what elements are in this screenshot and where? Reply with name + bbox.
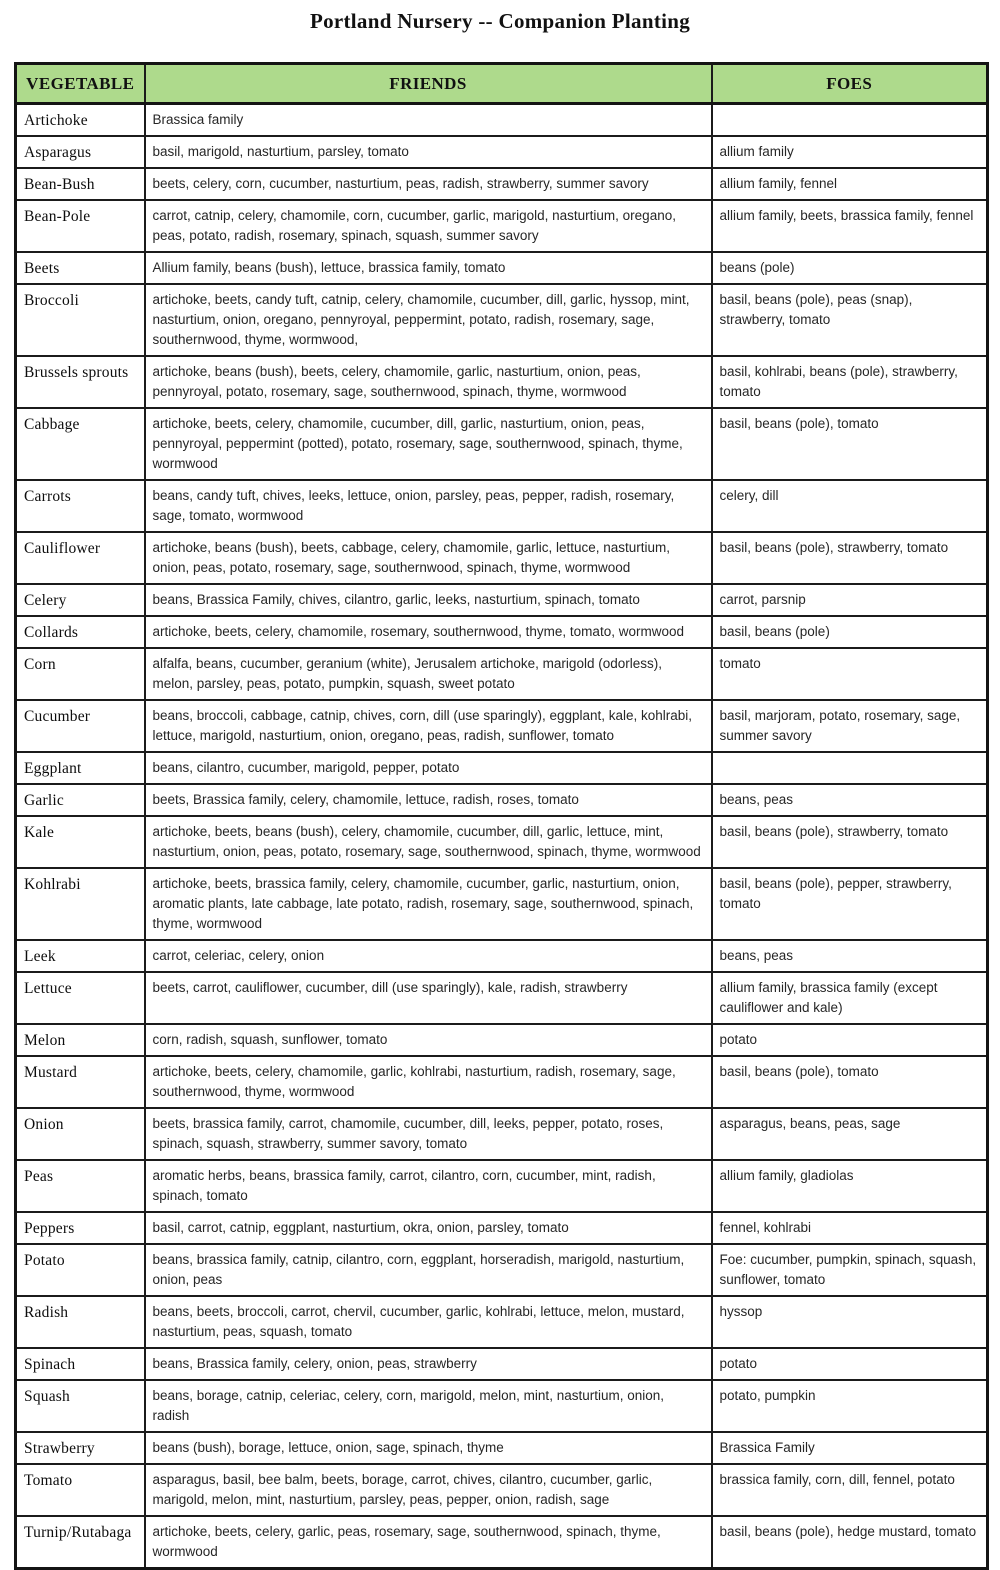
companion-planting-table — [14, 62, 989, 1570]
column-header-foes: FOES — [712, 64, 988, 104]
table-row — [16, 168, 988, 200]
vegetable-cell: Leek — [16, 940, 145, 972]
foes-cell: fennel, kohlrabi — [712, 1212, 988, 1244]
vegetable-cell: Garlic — [16, 784, 145, 816]
foes-cell: allium family, brassica family (except cauliflower and kale) — [712, 972, 988, 1024]
vegetable-cell: Carrots — [16, 480, 145, 532]
vegetable-cell: Melon — [16, 1024, 145, 1056]
foes-cell: celery, dill — [712, 480, 988, 532]
table-row — [16, 1160, 988, 1212]
table-row — [16, 408, 988, 480]
table-row — [16, 972, 988, 1024]
friends-cell: artichoke, beets, candy tuft, catnip, celery, chamomile, cucumber, dill, garlic, hyssop, mint, nasturtium, onion, oregano, pennyroyal, peppermint, potato, radish, rosemary, sage, southernwood, thyme, wormwood, — [145, 284, 712, 356]
table-row — [16, 284, 988, 356]
foes-cell — [712, 752, 988, 784]
vegetable-cell: Beets — [16, 252, 145, 284]
table-row — [16, 356, 988, 408]
friends-cell: carrot, catnip, celery, chamomile, corn, cucumber, garlic, marigold, nasturtium, oregano, peas, potato, radish, rosemary, spinach, squash, summer savory — [145, 200, 712, 252]
table-row — [16, 1464, 988, 1516]
friends-cell: beets, celery, corn, cucumber, nasturtium, peas, radish, strawberry, summer savory — [145, 168, 712, 200]
table-body — [16, 104, 988, 1569]
vegetable-cell: Bean-Bush — [16, 168, 145, 200]
friends-cell: artichoke, beans (bush), beets, celery, chamomile, garlic, nasturtium, onion, peas, pennyroyal, potato, rosemary, sage, southernwood, spinach, thyme, wormwood — [145, 356, 712, 408]
table-row — [16, 1056, 988, 1108]
table-row — [16, 1024, 988, 1056]
friends-cell: beets, brassica family, carrot, chamomile, cucumber, dill, leeks, pepper, potato, roses, spinach, squash, strawberry, summer savory, tomato — [145, 1108, 712, 1160]
vegetable-cell: Squash — [16, 1380, 145, 1432]
foes-cell: basil, beans (pole), strawberry, tomato — [712, 532, 988, 584]
foes-cell: carrot, parsnip — [712, 584, 988, 616]
foes-cell: allium family, fennel — [712, 168, 988, 200]
vegetable-cell: Eggplant — [16, 752, 145, 784]
friends-cell: artichoke, beets, celery, chamomile, cucumber, dill, garlic, nasturtium, onion, peas, pennyroyal, peppermint (potted), potato, rosemary, sage, southernwood, spinach, thyme, wormwood — [145, 408, 712, 480]
foes-cell: asparagus, beans, peas, sage — [712, 1108, 988, 1160]
foes-cell: Foe: cucumber, pumpkin, spinach, squash, sunflower, tomato — [712, 1244, 988, 1296]
vegetable-cell: Cucumber — [16, 700, 145, 752]
table-row — [16, 700, 988, 752]
vegetable-cell: Spinach — [16, 1348, 145, 1380]
vegetable-cell: Radish — [16, 1296, 145, 1348]
foes-cell: allium family, gladiolas — [712, 1160, 988, 1212]
vegetable-cell: Artichoke — [16, 104, 145, 137]
foes-cell: basil, beans (pole), strawberry, tomato — [712, 816, 988, 868]
friends-cell: artichoke, beets, brassica family, celery, chamomile, cucumber, garlic, nasturtium, onion, aromatic plants, late cabbage, late potato, radish, rosemary, sage, southernwood, spinach, thyme, wormwood — [145, 868, 712, 940]
table-row — [16, 480, 988, 532]
foes-cell: Brassica Family — [712, 1432, 988, 1464]
foes-cell: basil, beans (pole), tomato — [712, 1056, 988, 1108]
table-row — [16, 200, 988, 252]
foes-cell: allium family — [712, 136, 988, 168]
table-row — [16, 1212, 988, 1244]
table-row — [16, 1380, 988, 1432]
friends-cell: beets, Brassica family, celery, chamomile, lettuce, radish, roses, tomato — [145, 784, 712, 816]
vegetable-cell: Cauliflower — [16, 532, 145, 584]
friends-cell: beans, Brassica family, celery, onion, peas, strawberry — [145, 1348, 712, 1380]
table-row — [16, 532, 988, 584]
friends-cell: artichoke, beets, celery, chamomile, rosemary, southernwood, thyme, tomato, wormwood — [145, 616, 712, 648]
vegetable-cell: Onion — [16, 1108, 145, 1160]
table-row — [16, 136, 988, 168]
friends-cell: beans, beets, broccoli, carrot, chervil, cucumber, garlic, kohlrabi, lettuce, melon, mustard, nasturtium, peas, squash, tomato — [145, 1296, 712, 1348]
foes-cell: potato — [712, 1024, 988, 1056]
column-header-friends: FRIENDS — [145, 64, 712, 104]
foes-cell: basil, beans (pole), pepper, strawberry, tomato — [712, 868, 988, 940]
foes-cell: hyssop — [712, 1296, 988, 1348]
vegetable-cell: Asparagus — [16, 136, 145, 168]
table-row — [16, 816, 988, 868]
friends-cell: carrot, celeriac, celery, onion — [145, 940, 712, 972]
friends-cell: beans, Brassica Family, chives, cilantro, garlic, leeks, nasturtium, spinach, tomato — [145, 584, 712, 616]
table-row — [16, 648, 988, 700]
table-row — [16, 1296, 988, 1348]
vegetable-cell: Kohlrabi — [16, 868, 145, 940]
friends-cell: aromatic herbs, beans, brassica family, carrot, cilantro, corn, cucumber, mint, radish, spinach, tomato — [145, 1160, 712, 1212]
friends-cell: Brassica family — [145, 104, 712, 137]
table-row — [16, 104, 988, 137]
page-title: Portland Nursery -- Companion Planting — [309, 9, 691, 33]
vegetable-cell: Turnip/Rutabaga — [16, 1516, 145, 1569]
vegetable-cell: Broccoli — [16, 284, 145, 356]
friends-cell: alfalfa, beans, cucumber, geranium (white), Jerusalem artichoke, marigold (odorless), melon, parsley, peas, potato, pumpkin, squash, sweet potato — [145, 648, 712, 700]
friends-cell: artichoke, beets, beans (bush), celery, chamomile, cucumber, dill, garlic, lettuce, mint, nasturtium, onion, peas, potato, rosemary, sage, southernwood, spinach, thyme, wormwood — [145, 816, 712, 868]
column-header-vegetable: VEGETABLE — [16, 64, 145, 104]
foes-cell: tomato — [712, 648, 988, 700]
vegetable-cell: Peppers — [16, 1212, 145, 1244]
vegetable-cell: Potato — [16, 1244, 145, 1296]
vegetable-cell: Collards — [16, 616, 145, 648]
friends-cell: artichoke, beets, celery, chamomile, garlic, kohlrabi, nasturtium, radish, rosemary, sage, southernwood, thyme, wormwood — [145, 1056, 712, 1108]
friends-cell: beans (bush), borage, lettuce, onion, sage, spinach, thyme — [145, 1432, 712, 1464]
header-row — [16, 64, 988, 104]
friends-cell: beans, borage, catnip, celeriac, celery, corn, marigold, melon, mint, nasturtium, onion, radish — [145, 1380, 712, 1432]
table-row — [16, 940, 988, 972]
table-row — [16, 1244, 988, 1296]
friends-cell: basil, carrot, catnip, eggplant, nasturtium, okra, onion, parsley, tomato — [145, 1212, 712, 1244]
vegetable-cell: Lettuce — [16, 972, 145, 1024]
foes-cell: basil, marjoram, potato, rosemary, sage, summer savory — [712, 700, 988, 752]
foes-cell: potato, pumpkin — [712, 1380, 988, 1432]
friends-cell: asparagus, basil, bee balm, beets, borage, carrot, chives, cilantro, cucumber, garlic, marigold, melon, mint, nasturtium, parsley, peas, pepper, onion, radish, sage — [145, 1464, 712, 1516]
foes-cell: beans, peas — [712, 784, 988, 816]
vegetable-cell: Kale — [16, 816, 145, 868]
friends-cell: artichoke, beans (bush), beets, cabbage, celery, chamomile, garlic, lettuce, nasturtium, onion, peas, potato, rosemary, sage, southernwood, spinach, thyme, wormwood — [145, 532, 712, 584]
vegetable-cell: Bean-Pole — [16, 200, 145, 252]
foes-cell: basil, beans (pole) — [712, 616, 988, 648]
friends-cell: Allium family, beans (bush), lettuce, brassica family, tomato — [145, 252, 712, 284]
friends-cell: beans, candy tuft, chives, leeks, lettuce, onion, parsley, peas, pepper, radish, rosemary, sage, tomato, wormwood — [145, 480, 712, 532]
table-row — [16, 784, 988, 816]
vegetable-cell: Tomato — [16, 1464, 145, 1516]
foes-cell: beans, peas — [712, 940, 988, 972]
friends-cell: beans, cilantro, cucumber, marigold, pepper, potato — [145, 752, 712, 784]
foes-cell: brassica family, corn, dill, fennel, potato — [712, 1464, 988, 1516]
foes-cell: beans (pole) — [712, 252, 988, 284]
foes-cell: potato — [712, 1348, 988, 1380]
table-row — [16, 1108, 988, 1160]
friends-cell: artichoke, beets, celery, garlic, peas, rosemary, sage, southernwood, spinach, thyme, wormwood — [145, 1516, 712, 1569]
vegetable-cell: Strawberry — [16, 1432, 145, 1464]
table-row — [16, 616, 988, 648]
foes-cell: basil, kohlrabi, beans (pole), strawberry, tomato — [712, 356, 988, 408]
table-row — [16, 868, 988, 940]
table-row — [16, 252, 988, 284]
friends-cell: beans, broccoli, cabbage, catnip, chives, corn, dill (use sparingly), eggplant, kale, kohlrabi, lettuce, marigold, nasturtium, onion, oregano, peas, radish, sunflower, tomato — [145, 700, 712, 752]
vegetable-cell: Cabbage — [16, 408, 145, 480]
friends-cell: corn, radish, squash, sunflower, tomato — [145, 1024, 712, 1056]
vegetable-cell: Mustard — [16, 1056, 145, 1108]
foes-cell: basil, beans (pole), tomato — [712, 408, 988, 480]
foes-cell: allium family, beets, brassica family, fennel — [712, 200, 988, 252]
friends-cell: beets, carrot, cauliflower, cucumber, dill (use sparingly), kale, radish, strawberry — [145, 972, 712, 1024]
table-row — [16, 584, 988, 616]
vegetable-cell: Celery — [16, 584, 145, 616]
foes-cell: basil, beans (pole), peas (snap), strawberry, tomato — [712, 284, 988, 356]
friends-cell: beans, brassica family, catnip, cilantro, corn, eggplant, horseradish, marigold, nasturtium, onion, peas — [145, 1244, 712, 1296]
table-row — [16, 1348, 988, 1380]
friends-cell: basil, marigold, nasturtium, parsley, tomato — [145, 136, 712, 168]
vegetable-cell: Peas — [16, 1160, 145, 1212]
vegetable-cell: Corn — [16, 648, 145, 700]
table-header — [16, 64, 988, 104]
vegetable-cell: Brussels sprouts — [16, 356, 145, 408]
table-row — [16, 1432, 988, 1464]
table-row — [16, 752, 988, 784]
foes-cell: basil, beans (pole), hedge mustard, tomato — [712, 1516, 988, 1569]
foes-cell — [712, 104, 988, 137]
